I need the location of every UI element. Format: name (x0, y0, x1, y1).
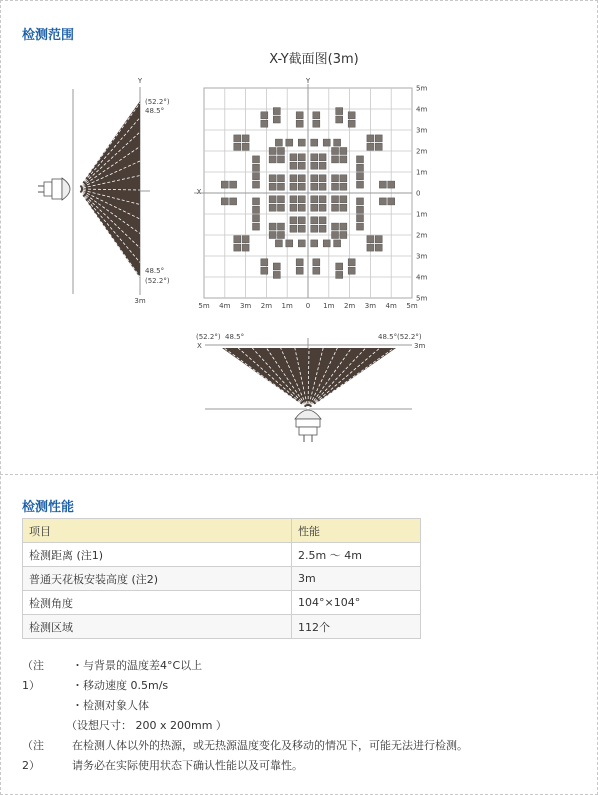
side-angle-bot2: (52.2°) (145, 277, 170, 285)
bottom-distance: 3m (414, 342, 426, 350)
detection-zone (269, 156, 276, 163)
y-tick-label: 1m (416, 210, 428, 219)
note2-tag: （注2） (22, 739, 44, 772)
detection-zone (269, 148, 276, 155)
detection-zone (319, 217, 326, 224)
detection-zone (311, 240, 318, 247)
detection-zone (253, 215, 260, 222)
detection-zone (357, 181, 364, 188)
side-angle-bot: 48.5° (145, 267, 165, 275)
detection-zone (367, 135, 374, 142)
detection-zone (334, 139, 341, 146)
detection-zone (296, 267, 303, 274)
detection-zone (290, 154, 297, 161)
table-cell: 普通天花板安装高度 (注2) (23, 567, 292, 591)
performance-table (22, 518, 421, 639)
detection-zone (298, 217, 305, 224)
detection-zone (253, 181, 260, 188)
detection-zone (242, 236, 249, 243)
x-tick-label: 0 (305, 302, 311, 310)
detection-zone (332, 183, 339, 190)
detection-zone (298, 196, 305, 203)
detection-zone (275, 240, 282, 247)
detection-zone (277, 156, 284, 163)
table-row (23, 567, 421, 591)
table-cell: 检测区域 (23, 615, 292, 639)
detection-zone (332, 204, 339, 211)
y-tick-label: 4m (416, 273, 428, 282)
detection-zone (313, 120, 320, 127)
detection-zone (332, 232, 339, 239)
detection-zone (277, 196, 284, 203)
table-row (23, 543, 421, 567)
detection-zone (340, 223, 347, 230)
detection-zone (357, 198, 364, 205)
detection-zone (311, 204, 318, 211)
detection-zone (336, 116, 343, 123)
detection-zone (242, 135, 249, 142)
detection-zone (286, 139, 293, 146)
table-cell: 112个 (292, 615, 421, 639)
y-tick-label: 5m (416, 294, 428, 303)
detection-zone (340, 183, 347, 190)
detection-zone (357, 215, 364, 222)
table-header-item: 项目 (23, 519, 292, 543)
detection-zone (375, 244, 382, 251)
detection-zone (348, 112, 355, 119)
detection-zone (336, 263, 343, 270)
side-y-label: Y (137, 77, 143, 85)
detection-zone (388, 198, 395, 205)
y-tick-label: 2m (416, 231, 428, 240)
side-distance: 3m (134, 297, 146, 305)
bottom-left-angle: 48.5° (225, 333, 245, 341)
x-tick-label: 1m (323, 302, 335, 310)
y-tick-label: 3m (416, 126, 428, 135)
detection-zone (261, 267, 268, 274)
side-view (38, 77, 170, 305)
detection-zone (357, 223, 364, 230)
detection-zone (357, 206, 364, 213)
bottom-view (196, 333, 425, 442)
detection-zone (296, 112, 303, 119)
detection-zone (323, 139, 330, 146)
detection-zone (290, 196, 297, 203)
detection-zone (332, 156, 339, 163)
detection-zone (336, 108, 343, 115)
detection-zone (332, 175, 339, 182)
detection-zone (298, 139, 305, 146)
table-row (23, 591, 421, 615)
detection-zone (253, 156, 260, 163)
detection-zone (234, 135, 241, 142)
detection-zone (290, 217, 297, 224)
detection-zone (234, 236, 241, 243)
detection-zone (313, 112, 320, 119)
detection-zone (348, 120, 355, 127)
detection-zone (242, 143, 249, 150)
detection-zone (277, 148, 284, 155)
detection-zone (221, 198, 228, 205)
detection-zone (319, 154, 326, 161)
detection-zone (319, 225, 326, 232)
detection-zone (234, 244, 241, 251)
table-header-row (23, 519, 421, 543)
detection-zone (298, 183, 305, 190)
detection-zone (286, 240, 293, 247)
detection-zone (277, 175, 284, 182)
detection-zone (357, 156, 364, 163)
detection-zone (379, 181, 386, 188)
xy-grid (194, 77, 427, 310)
x-tick-label: 3m (239, 302, 252, 310)
table-row (23, 615, 421, 639)
x-tick-label: 3m (364, 302, 377, 310)
detection-zone (261, 112, 268, 119)
detection-zone (296, 120, 303, 127)
detection-zone (290, 162, 297, 169)
side-angle-top: (52.2°) (145, 98, 170, 106)
detection-zone (242, 244, 249, 251)
detection-zone (357, 173, 364, 180)
detection-zone (298, 240, 305, 247)
detection-zone (277, 204, 284, 211)
detection-zone (340, 204, 347, 211)
grid-x-label: X (196, 188, 202, 196)
table-cell: 2.5m ～ 4m (292, 543, 421, 567)
table-cell: 检测距离 (注1) (23, 543, 292, 567)
detection-zone (273, 116, 280, 123)
detection-zone (298, 225, 305, 232)
note1-line: （设想尺寸： 200 x 200mm ） (66, 719, 227, 732)
detection-zone (269, 183, 276, 190)
detection-zone (313, 267, 320, 274)
note2-line: 请务必在实际使用状态下确认性能以及可靠性。 (72, 759, 303, 772)
detection-zone (311, 225, 318, 232)
section-title-detection-range: 检测范围 (22, 28, 75, 43)
detection-zone (332, 223, 339, 230)
detection-zone (332, 148, 339, 155)
detection-zone (273, 108, 280, 115)
detection-zone (340, 156, 347, 163)
detection-zone (340, 175, 347, 182)
detection-zone (261, 259, 268, 266)
detection-zone (298, 204, 305, 211)
detection-zone (269, 204, 276, 211)
note1-tag: （注1） (22, 659, 44, 692)
detection-zone (388, 181, 395, 188)
detection-zone (221, 181, 228, 188)
detection-zone (348, 259, 355, 266)
y-tick-label: 2m (416, 147, 428, 156)
detection-zone (277, 232, 284, 239)
table-cell: 104°×104° (292, 591, 421, 615)
bottom-right-paren: (52.2°) (397, 333, 422, 341)
detection-zone (340, 196, 347, 203)
detection-zone (261, 120, 268, 127)
x-tick-label: 5m (406, 302, 418, 310)
detection-zone (290, 175, 297, 182)
table-header-value: 性能 (292, 519, 421, 543)
detection-zone (269, 196, 276, 203)
detection-zone (269, 232, 276, 239)
detection-zone (319, 183, 326, 190)
detection-zone (319, 175, 326, 182)
detection-zone (319, 196, 326, 203)
detection-zone (336, 271, 343, 278)
grid-y-label: Y (305, 77, 311, 85)
detection-zone (311, 139, 318, 146)
y-tick-label: 0 (416, 189, 421, 198)
detection-zone (298, 175, 305, 182)
detection-zone (311, 162, 318, 169)
section-title-detection-performance: 检测性能 (22, 500, 75, 515)
detection-zone (319, 162, 326, 169)
table-cell: 3m (292, 567, 421, 591)
x-tick-label: 5m (198, 302, 210, 310)
detection-zone (290, 204, 297, 211)
detection-zone (253, 173, 260, 180)
table-cell: 检测角度 (23, 591, 292, 615)
detection-zone (269, 223, 276, 230)
y-tick-label: 5m (416, 84, 428, 93)
detection-zone (323, 240, 330, 247)
bottom-left-paren: (52.2°) (196, 333, 221, 341)
detection-zone (277, 183, 284, 190)
x-tick-label: 1m (281, 302, 293, 310)
detection-zone (367, 143, 374, 150)
detection-zone (275, 139, 282, 146)
detection-zone (340, 232, 347, 239)
detection-zone (319, 204, 326, 211)
detection-zone (311, 217, 318, 224)
detection-zone (290, 225, 297, 232)
x-tick-label: 4m (385, 302, 397, 310)
detection-zone (367, 236, 374, 243)
detection-zone (340, 148, 347, 155)
y-tick-label: 1m (416, 168, 428, 177)
detection-zone (357, 164, 364, 171)
detection-zone (311, 183, 318, 190)
detection-zone (253, 164, 260, 171)
bottom-x-label: X (197, 342, 202, 350)
note1-line: ・与背景的温度差4°C以上 (72, 659, 203, 672)
x-tick-label: 4m (219, 302, 231, 310)
detection-zone (290, 183, 297, 190)
y-tick-label: 4m (416, 105, 428, 114)
detection-zone (311, 175, 318, 182)
side-angle-top2: 48.5° (145, 107, 165, 115)
detection-zone (375, 135, 382, 142)
detection-zone (311, 154, 318, 161)
detection-zone (311, 196, 318, 203)
detection-zone (348, 267, 355, 274)
detection-zone (277, 223, 284, 230)
note2-line: 在检测人体以外的热源，或无热源温度变化及移动的情况下，可能无法进行检测。 (72, 739, 468, 752)
detection-zone (234, 143, 241, 150)
detection-zone (253, 223, 260, 230)
detection-zone (273, 263, 280, 270)
section-divider (0, 474, 598, 475)
detection-zone (230, 198, 237, 205)
detection-zone (367, 244, 374, 251)
detection-zone (313, 259, 320, 266)
bottom-right-angle: 48.5° (378, 333, 398, 341)
detection-zone (334, 240, 341, 247)
detection-zone (375, 236, 382, 243)
detection-zone (296, 259, 303, 266)
detection-zone (230, 181, 237, 188)
detection-zone (298, 154, 305, 161)
detection-zone (375, 143, 382, 150)
detection-range-diagram (0, 45, 598, 445)
detection-zone (273, 271, 280, 278)
x-tick-label: 2m (260, 302, 273, 310)
detection-zone (253, 206, 260, 213)
note1-line: ・检测对象人体 (72, 699, 149, 712)
y-tick-label: 3m (416, 252, 428, 261)
detection-zone (269, 175, 276, 182)
detection-zone (379, 198, 386, 205)
x-tick-label: 2m (343, 302, 356, 310)
detection-zone (298, 162, 305, 169)
xy-section-title: X-Y截面图(3m) (269, 52, 359, 67)
note1-line: ・移动速度 0.5m/s (72, 679, 169, 692)
detection-zone (253, 198, 260, 205)
detection-zone (332, 196, 339, 203)
